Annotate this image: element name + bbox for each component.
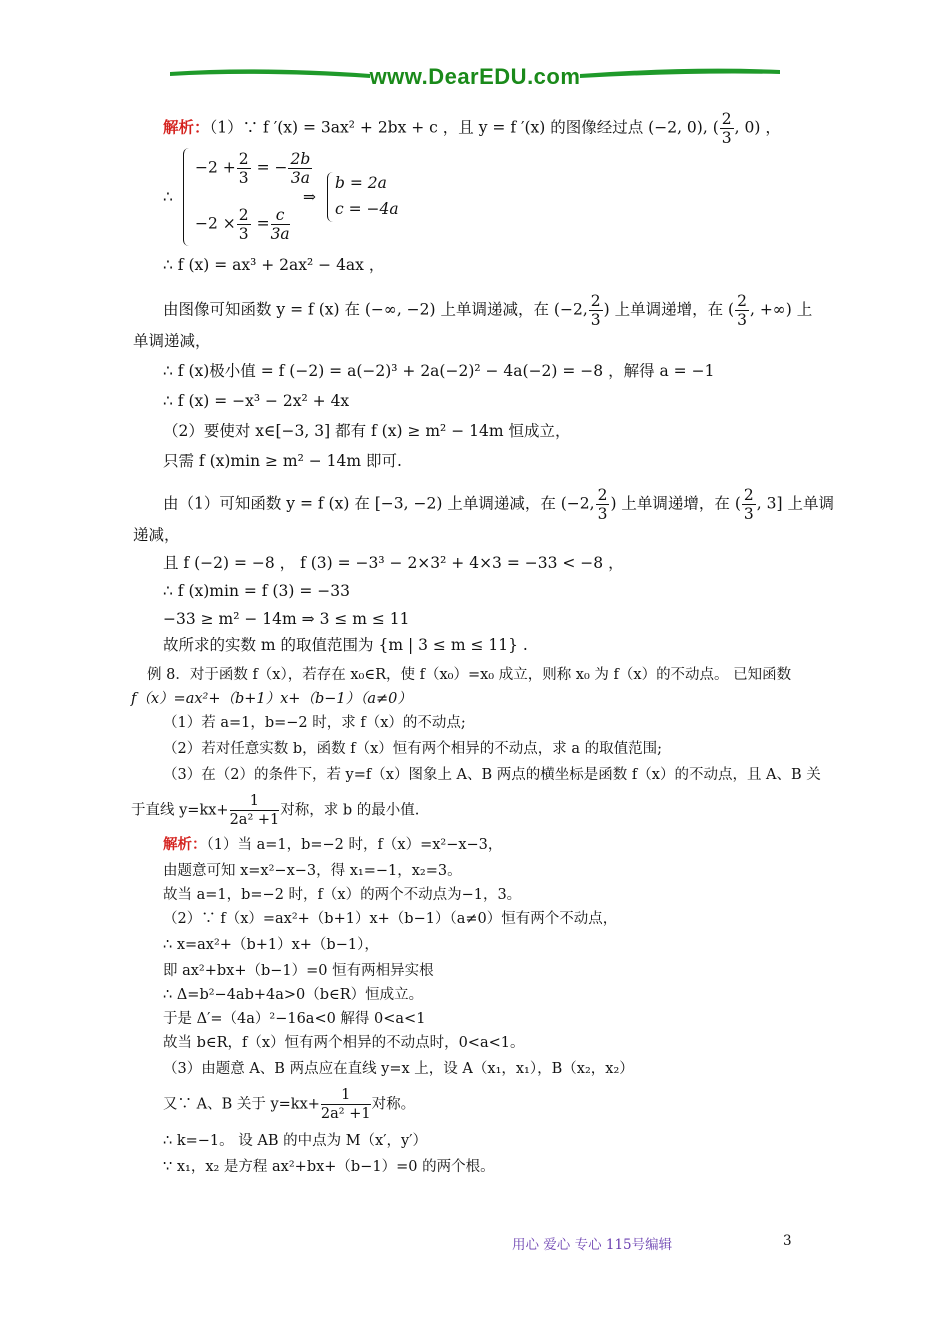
solution-2-line-2: 由题意可知 x=x²−x−3，得 x₁=−1，x₂=3。 xyxy=(163,863,462,879)
values-line: 且 f (−2) = −8 ， f (3) = −3³ − 2×3² + 4×3 = −33 < −8 ， xyxy=(163,554,624,572)
monotonic-line-3: 由（1）可知函数 y = f (x) 在 [−3, −2) 上单调递减，在 (−2, $\frac{2}{3}$ ) 上单调递增，在 ( $\frac{2}{3}$ , 3] 上单调 xyxy=(163,486,834,523)
function-line: ∴ f (x) = ax³ + 2ax² − 4ax ， xyxy=(163,256,385,274)
function-result-line: ∴ f (x) = −x³ − 2x² + 4x xyxy=(163,392,350,410)
right-brace xyxy=(327,172,334,222)
solution-line-1: 解析：（1）∵ f ′(x) = 3ax² + 2bx + c ，且 y = f ′(x) 的图像经过点 (−2, 0), ( $\frac{2}{3}$ , 0) ， xyxy=(163,110,781,147)
solution-2-line-8: 于是 Δ′=（4a）²−16a<0 解得 0<a<1 xyxy=(163,1011,426,1027)
monotonic-line-2: 单调递减， xyxy=(133,332,211,350)
solution-2-line-13: ∵ x₁，x₂ 是方程 ax²+bx+（b−1）=0 的两个根。 xyxy=(163,1159,495,1175)
left-brace xyxy=(183,148,192,246)
solution-2-line-3: 故当 a=1，b=−2 时，f（x）的两个不动点为−1，3。 xyxy=(163,887,522,903)
solution-2-line-7: ∴ Δ=b²−4ab+4a>0（b∈R）恒成立。 xyxy=(163,987,424,1003)
solution-2-line-12: ∴ k=−1。 设 AB 的中点为 M（x′，y′） xyxy=(163,1133,428,1149)
site-name: www.DearEDU.com xyxy=(369,64,581,89)
monotonic-line-1: 由图像可知函数 y = f (x) 在 (−∞, −2) 上单调递减，在 (−2, $\frac{2}{3}$ ) 上单调递增，在 ( $\frac{2}{3}$ , +∞) 上 xyxy=(163,292,813,329)
minimum-value-line: ∴ f (x)极小值 = f (−2) = a(−2)³ + 2a(−2)² − 4a(−2) = −8 ，解得 a = −1 xyxy=(163,362,715,380)
site-header xyxy=(170,62,780,98)
solution-2-line-1: 解析：（1）当 a=1，b=−2 时，f（x）=x²−x−3， xyxy=(163,836,503,853)
solution-2-line-5: ∴ x=ax²+（b+1）x+（b−1）， xyxy=(163,937,379,953)
solution-2-line-9: 故当 b∈R，f（x）恒有两个相异的不动点时，0<a<1。 xyxy=(163,1035,525,1051)
question-1: （1）若 a=1，b=−2 时，求 f（x）的不动点; xyxy=(163,715,466,731)
implies-arrow: ⇒ xyxy=(303,188,316,206)
solution-label: 解析： xyxy=(163,836,207,853)
equation-sum: −2 + $\frac{2}{3}$ = − $\frac{2b}{3a}$ xyxy=(195,150,311,187)
solution-2-line-10: （3）由题意 A、B 两点应在直线 y=x 上，设 A（x₁，x₁），B（x₂，x₂） xyxy=(163,1061,634,1077)
page-number: 3 xyxy=(783,1233,792,1249)
equation-product: −2 × $\frac{2}{3}$ = $\frac{c}{3a}$ xyxy=(195,206,290,243)
fmin-line: ∴ f (x)min = f (3) = −33 xyxy=(163,582,350,600)
monotonic-line-4: 递减， xyxy=(133,526,180,544)
solution-2-line-6: 即 ax²+bx+（b−1）=0 恒有两相异实根 xyxy=(163,963,434,979)
requirement-line: 只需 f (x)min ≥ m² − 14m 即可. xyxy=(163,452,402,470)
footer-text: 用心 爱心 专心 115号编辑 xyxy=(512,1237,673,1253)
fraction: $\frac{2}{3}$ xyxy=(721,110,732,147)
question-3-continued: 于直线 y=kx+ $\frac{1}{\text{2a² +1}}$ 对称，求 b 的最小值. xyxy=(131,793,420,828)
example-8-line-1: 例 8．对于函数 f（x），若存在 x₀∈R，使 f（x₀）=x₀ 成立，则称 x₀ 为 f（x）的不动点。 已知函数 xyxy=(147,667,792,683)
question-2: （2）若对任意实数 b，函数 f（x）恒有两个相异的不动点，求 a 的取值范围; xyxy=(163,741,663,757)
result-b: b = 2a xyxy=(335,174,387,192)
solution-2-line-11: 又∵ A、B 关于 y=kx+ $\frac{1}{\text{2a² +1}}$ 对称。 xyxy=(163,1087,416,1122)
inequality-line: −33 ≥ m² − 14m ⇒ 3 ≤ m ≤ 11 xyxy=(163,610,410,628)
result-c: c = −4a xyxy=(335,200,399,218)
therefore-symbol: ∴ xyxy=(163,188,173,206)
part2-line: （2）要使对 x∈[−3, 3] 都有 f (x) ≥ m² − 14m 恒成立， xyxy=(163,422,571,440)
answer-line: 故所求的实数 m 的取值范围为 {m | 3 ≤ m ≤ 11} . xyxy=(163,636,528,654)
solution-label: 解析： xyxy=(163,117,210,137)
question-3: （3）在（2）的条件下，若 y=f（x）图象上 A、B 两点的横坐标是函数 f（x）的不动点，且 A、B 关 xyxy=(163,767,821,783)
example-8-line-2: f（x）=ax²+（b+1）x+（b−1）（a≠0） xyxy=(131,691,412,707)
solution-2-line-4: （2）∵ f（x）=ax²+（b+1）x+（b−1）（a≠0）恒有两个不动点， xyxy=(163,911,618,927)
